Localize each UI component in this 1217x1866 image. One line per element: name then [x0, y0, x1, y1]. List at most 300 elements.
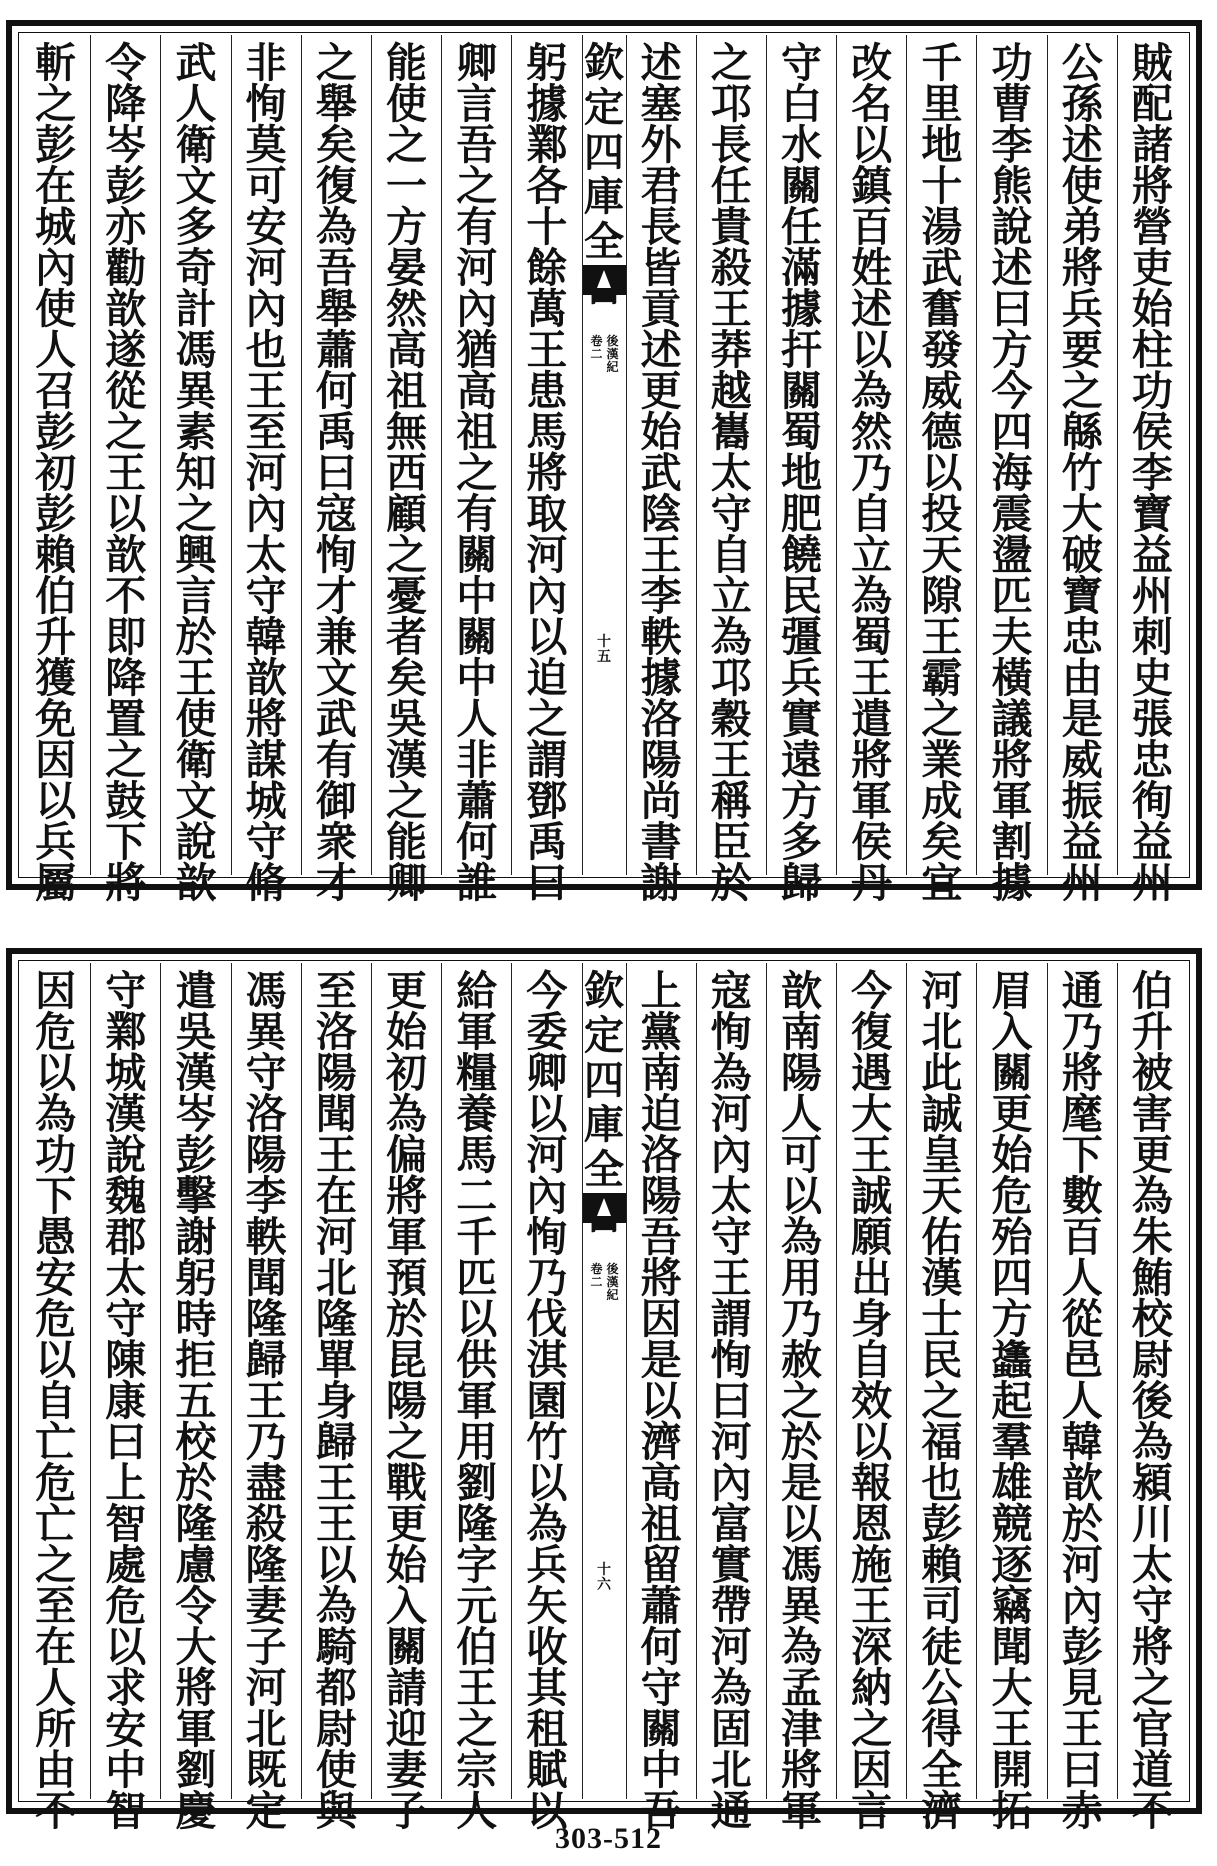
text-column	[160, 35, 230, 907]
glyph: 卿	[456, 39, 498, 87]
glyph: 諸	[1131, 121, 1173, 169]
glyph: 歸	[315, 1418, 357, 1466]
glyph: 高	[386, 326, 428, 374]
glyph: 方	[991, 326, 1033, 374]
glyph: 衛	[175, 121, 217, 169]
glyph: 文	[175, 777, 217, 825]
glyph: 司	[921, 1582, 963, 1630]
glyph: 遂	[105, 326, 147, 374]
text-column	[1117, 963, 1187, 1835]
glyph: 武	[921, 244, 963, 292]
glyph: 徇	[1131, 777, 1173, 825]
glyph: 河	[710, 1418, 752, 1466]
glyph: 蠭	[991, 1336, 1033, 1384]
glyph: 用	[780, 1254, 822, 1302]
glyph: 說	[991, 203, 1033, 251]
glyph: 長	[640, 203, 682, 251]
glyph: 王	[710, 1254, 752, 1302]
glyph: 關	[991, 1049, 1033, 1097]
glyph: 文	[175, 162, 217, 210]
glyph: 吾	[315, 244, 357, 292]
glyph: 為	[1131, 1418, 1173, 1466]
glyph: 字	[456, 1541, 498, 1589]
glyph: 至	[315, 967, 357, 1015]
glyph: 歆	[175, 859, 217, 907]
glyph: 海	[991, 449, 1033, 497]
glyph: 免	[35, 695, 77, 743]
bottom-page-columns	[21, 963, 1187, 1835]
glyph: 守	[1131, 1582, 1173, 1630]
glyph: 守	[245, 1049, 287, 1097]
glyph: 武	[640, 449, 682, 497]
center-gutter	[582, 963, 626, 1799]
glyph: 陽	[640, 736, 682, 784]
glyph: 述	[640, 326, 682, 374]
glyph: 將	[991, 736, 1033, 784]
glyph: 餘	[526, 244, 568, 292]
glyph: 入	[386, 1582, 428, 1630]
glyph: 有	[456, 490, 498, 538]
glyph: 尚	[640, 777, 682, 825]
glyph: 曰	[105, 1418, 147, 1466]
glyph: 功	[991, 39, 1033, 87]
glyph: 夫	[991, 613, 1033, 661]
glyph: 城	[35, 203, 77, 251]
glyph: 施	[851, 1541, 893, 1589]
glyph: 馬	[456, 1131, 498, 1179]
glyph: 吳	[175, 1008, 217, 1056]
glyph: 守	[245, 572, 287, 620]
glyph: 之	[921, 1377, 963, 1425]
glyph: 高	[456, 367, 498, 415]
glyph: 洛	[315, 1008, 357, 1056]
glyph: 各	[526, 162, 568, 210]
glyph: 王	[1061, 1705, 1103, 1753]
gutter-section-title	[607, 335, 619, 375]
glyph: 智	[105, 1500, 147, 1548]
glyph: 更	[386, 967, 428, 1015]
glyph: 巂	[710, 408, 752, 456]
text-column	[90, 35, 160, 907]
glyph: 軍	[456, 1008, 498, 1056]
glyph: 禹	[526, 818, 568, 866]
glyph: 始	[991, 1131, 1033, 1179]
glyph: 稱	[710, 777, 752, 825]
glyph: 吏	[1131, 244, 1173, 292]
glyph: 貴	[710, 203, 752, 251]
glyph: 乃	[245, 1418, 287, 1466]
glyph: 內	[526, 572, 568, 620]
glyph: 之	[386, 121, 428, 169]
glyph: 匹	[456, 1254, 498, 1302]
glyph: 之	[175, 490, 217, 538]
glyph: 人	[780, 1090, 822, 1138]
glyph: 曰	[526, 859, 568, 907]
glyph: 河	[245, 1664, 287, 1712]
glyph: 四	[584, 128, 624, 176]
glyph: 慮	[175, 1541, 217, 1589]
glyph: 功	[1131, 367, 1173, 415]
glyph: 軍	[991, 777, 1033, 825]
glyph: 關	[640, 1705, 682, 1753]
glyph: 岑	[175, 1090, 217, 1138]
glyph: 皇	[921, 1131, 963, 1179]
glyph: 謂	[526, 736, 568, 784]
glyph: 張	[1131, 695, 1173, 743]
glyph: 才	[315, 859, 357, 907]
glyph: 召	[35, 367, 77, 415]
glyph: 王	[921, 613, 963, 661]
glyph: 中	[105, 1746, 147, 1794]
glyph: 長	[710, 121, 752, 169]
glyph: 馮	[245, 967, 287, 1015]
glyph: 隆	[175, 1500, 217, 1548]
glyph: 隆	[315, 1295, 357, 1343]
glyph: 始	[640, 408, 682, 456]
glyph: 初	[35, 449, 77, 497]
glyph: 隙	[921, 572, 963, 620]
glyph: 誰	[456, 859, 498, 907]
glyph: 馮	[175, 326, 217, 374]
glyph: 曰	[991, 285, 1033, 333]
glyph: 述	[640, 39, 682, 87]
glyph: 異	[245, 1008, 287, 1056]
glyph: 郡	[105, 1213, 147, 1261]
glyph: 濟	[640, 1418, 682, 1466]
glyph: 彭	[921, 1500, 963, 1548]
glyph: 為	[386, 1090, 428, 1138]
glyph: 千	[921, 39, 963, 87]
glyph: 千	[456, 1213, 498, 1261]
text-column	[301, 35, 371, 907]
glyph: 津	[780, 1705, 822, 1753]
gutter-book-title	[583, 35, 626, 271]
glyph: 可	[780, 1131, 822, 1179]
glyph: 陽	[315, 1049, 357, 1097]
gutter-section-juan	[590, 1263, 602, 1303]
glyph: 妻	[386, 1746, 428, 1794]
glyph: 因	[35, 736, 77, 784]
glyph: 蕭	[315, 326, 357, 374]
glyph: 寶	[1061, 572, 1103, 620]
glyph: 害	[1131, 1090, 1173, 1138]
glyph: 由	[1061, 654, 1103, 702]
glyph: 祖	[386, 367, 428, 415]
glyph: 曹	[991, 80, 1033, 128]
glyph: 曰	[315, 449, 357, 497]
text-column	[1047, 963, 1117, 1835]
glyph: 業	[921, 736, 963, 784]
glyph: 書	[640, 818, 682, 866]
glyph: 其	[526, 1664, 568, 1712]
glyph: 十	[921, 162, 963, 210]
glyph: 使	[175, 695, 217, 743]
gutter-book-title	[583, 963, 626, 1199]
glyph: 河	[245, 449, 287, 497]
gutter-section-label	[585, 1263, 625, 1303]
glyph: 湯	[921, 203, 963, 251]
glyph: 為	[35, 1090, 77, 1138]
glyph: 歸	[245, 1336, 287, 1384]
text-column	[301, 963, 371, 1835]
glyph: 收	[526, 1623, 568, 1671]
glyph: 吾	[456, 121, 498, 169]
glyph: 竹	[1061, 449, 1103, 497]
glyph: 實	[780, 695, 822, 743]
text-column	[21, 963, 90, 1835]
glyph: 迎	[386, 1705, 428, 1753]
glyph: 後	[606, 1262, 619, 1276]
glyph: 升	[1131, 1008, 1173, 1056]
glyph: 以	[315, 1541, 357, 1589]
text-column	[231, 35, 301, 907]
glyph: 下	[35, 1172, 77, 1220]
glyph: 竹	[526, 1418, 568, 1466]
glyph: 初	[386, 1049, 428, 1097]
glyph: 有	[315, 736, 357, 784]
glyph: 多	[780, 818, 822, 866]
glyph: 州	[1131, 859, 1173, 907]
glyph: 使	[1061, 162, 1103, 210]
glyph: 軍	[386, 1213, 428, 1261]
glyph: 據	[780, 285, 822, 333]
glyph: 淇	[526, 1336, 568, 1384]
glyph: 邛	[710, 80, 752, 128]
glyph: 園	[526, 1377, 568, 1425]
glyph: 盡	[245, 1459, 287, 1507]
glyph: 內	[526, 1172, 568, 1220]
glyph: 益	[1061, 818, 1103, 866]
gutter-section-title	[607, 1263, 619, 1303]
glyph: 兵	[35, 818, 77, 866]
glyph: 守	[780, 39, 822, 87]
glyph: 天	[921, 1172, 963, 1220]
glyph: 更	[640, 367, 682, 415]
glyph: 單	[315, 1336, 357, 1384]
glyph: 不	[1131, 1787, 1173, 1835]
glyph: 李	[640, 572, 682, 620]
glyph: 之	[456, 1705, 498, 1753]
glyph: 羣	[991, 1418, 1033, 1466]
text-column	[836, 963, 906, 1835]
glyph: 刺	[1131, 613, 1173, 661]
glyph: 後	[606, 334, 619, 348]
glyph: 濟	[921, 1787, 963, 1835]
glyph: 競	[991, 1500, 1033, 1548]
glyph: 鄴	[526, 121, 568, 169]
glyph: 降	[105, 654, 147, 702]
glyph: 元	[456, 1582, 498, 1630]
text-column	[696, 35, 766, 907]
glyph: 下	[105, 818, 147, 866]
glyph: 興	[175, 531, 217, 579]
glyph: 大	[175, 1623, 217, 1671]
glyph: 留	[640, 1541, 682, 1589]
glyph: 全	[584, 218, 624, 266]
glyph: 恂	[710, 1008, 752, 1056]
glyph: 給	[456, 967, 498, 1015]
glyph: 關	[456, 613, 498, 661]
glyph: 匹	[991, 572, 1033, 620]
glyph: 異	[780, 1582, 822, 1630]
glyph: 百	[851, 203, 893, 251]
glyph: 亦	[105, 203, 147, 251]
glyph: 內	[245, 490, 287, 538]
glyph: 為	[710, 613, 752, 661]
glyph: 乃	[851, 449, 893, 497]
glyph: 王	[526, 326, 568, 374]
glyph: 處	[105, 1541, 147, 1589]
glyph: 王	[851, 1131, 893, 1179]
glyph: 是	[640, 1336, 682, 1384]
glyph: 洛	[640, 695, 682, 743]
glyph: 肥	[780, 490, 822, 538]
text-column	[626, 35, 696, 907]
glyph: 地	[921, 121, 963, 169]
glyph: 漢	[386, 736, 428, 784]
glyph: 人	[175, 80, 217, 128]
glyph: 說	[105, 1131, 147, 1179]
glyph: 兵	[780, 654, 822, 702]
glyph: 公	[1061, 39, 1103, 87]
glyph: 糧	[456, 1049, 498, 1097]
glyph: 可	[245, 162, 287, 210]
glyph: 王	[315, 1500, 357, 1548]
glyph: 勸	[105, 244, 147, 292]
glyph: 熊	[991, 162, 1033, 210]
glyph: 危	[105, 1582, 147, 1630]
glyph: 塞	[640, 80, 682, 128]
glyph: 因	[35, 967, 77, 1015]
glyph: 公	[921, 1664, 963, 1712]
glyph: 衛	[175, 736, 217, 784]
glyph: 尉	[315, 1705, 357, 1753]
glyph: 即	[105, 613, 147, 661]
glyph: 十	[597, 634, 611, 650]
glyph: 彭	[35, 408, 77, 456]
glyph: 配	[1131, 80, 1173, 128]
glyph: 將	[245, 695, 287, 743]
glyph: 州	[1061, 859, 1103, 907]
glyph: 躬	[175, 1254, 217, 1302]
glyph: 復	[851, 1008, 893, 1056]
glyph: 蜀	[851, 613, 893, 661]
glyph: 伯	[35, 572, 77, 620]
glyph: 紀	[606, 360, 619, 375]
gutter-section-label	[585, 335, 625, 375]
glyph: 城	[245, 777, 287, 825]
glyph: 漢	[105, 1090, 147, 1138]
glyph: 人	[35, 326, 77, 374]
glyph: 欽	[584, 39, 624, 86]
glyph: 之	[526, 695, 568, 743]
glyph: 滿	[780, 244, 822, 292]
glyph: 遠	[780, 736, 822, 784]
glyph: 要	[1061, 326, 1103, 374]
text-column	[441, 963, 511, 1835]
glyph: 擊	[175, 1172, 217, 1220]
glyph: 王	[105, 449, 147, 497]
glyph: 隆	[245, 1295, 287, 1343]
glyph: 以	[35, 777, 77, 825]
glyph: 據	[526, 80, 568, 128]
glyph: 將	[1061, 244, 1103, 292]
glyph: 戰	[386, 1459, 428, 1507]
glyph: 吾	[640, 1213, 682, 1261]
text-column	[696, 963, 766, 1835]
glyph: 卷	[590, 334, 603, 348]
glyph: 將	[386, 1172, 428, 1220]
glyph: 王	[456, 1664, 498, 1712]
glyph: 上	[640, 967, 682, 1015]
glyph: 殆	[991, 1213, 1033, 1261]
glyph: 顧	[386, 490, 428, 538]
glyph: 伯	[456, 1623, 498, 1671]
glyph: 鮪	[1131, 1254, 1173, 1302]
glyph: 孟	[780, 1664, 822, 1712]
text-column	[976, 963, 1046, 1835]
glyph: 之	[105, 736, 147, 784]
glyph: 之	[105, 408, 147, 456]
glyph: 陽	[780, 1049, 822, 1097]
glyph: 迫	[640, 1090, 682, 1138]
glyph: 內	[1061, 1582, 1103, 1630]
glyph: 之	[456, 449, 498, 497]
glyph: 彊	[780, 613, 822, 661]
glyph: 身	[315, 1377, 357, 1425]
glyph: 徒	[921, 1623, 963, 1671]
glyph: 之	[35, 1541, 77, 1589]
glyph: 遇	[851, 1049, 893, 1097]
glyph: 亡	[35, 1418, 77, 1466]
glyph: 子	[245, 1623, 287, 1671]
glyph: 身	[851, 1295, 893, 1343]
glyph: 北	[245, 1705, 287, 1753]
glyph: 投	[921, 490, 963, 538]
glyph: 四	[991, 1254, 1033, 1302]
glyph: 使	[386, 80, 428, 128]
glyph: 然	[851, 408, 893, 456]
glyph: 於	[386, 1295, 428, 1343]
glyph: 人	[1061, 1377, 1103, 1425]
glyph: 人	[456, 1787, 498, 1835]
glyph: 中	[456, 572, 498, 620]
glyph: 立	[710, 572, 752, 620]
glyph: 營	[1131, 203, 1173, 251]
glyph: 中	[456, 654, 498, 702]
glyph: 之	[921, 695, 963, 743]
glyph: 述	[1061, 121, 1103, 169]
glyph: 因	[851, 1746, 893, 1794]
glyph: 為	[526, 1500, 568, 1548]
gutter-leaf-number	[583, 1563, 626, 1592]
glyph: 守	[245, 818, 287, 866]
glyph: 王	[851, 654, 893, 702]
glyph: 漢	[606, 347, 619, 362]
glyph: 升	[35, 613, 77, 661]
glyph: 憂	[386, 572, 428, 620]
glyph: 安	[105, 1705, 147, 1753]
glyph: 吳	[386, 695, 428, 743]
glyph: 為	[315, 1582, 357, 1630]
glyph: 河	[456, 244, 498, 292]
glyph: 鄴	[105, 1008, 147, 1056]
glyph: 尉	[1131, 1336, 1173, 1384]
glyph: 振	[1061, 777, 1103, 825]
glyph: 也	[245, 326, 287, 374]
glyph: 劉	[456, 1459, 498, 1507]
glyph: 預	[386, 1254, 428, 1302]
